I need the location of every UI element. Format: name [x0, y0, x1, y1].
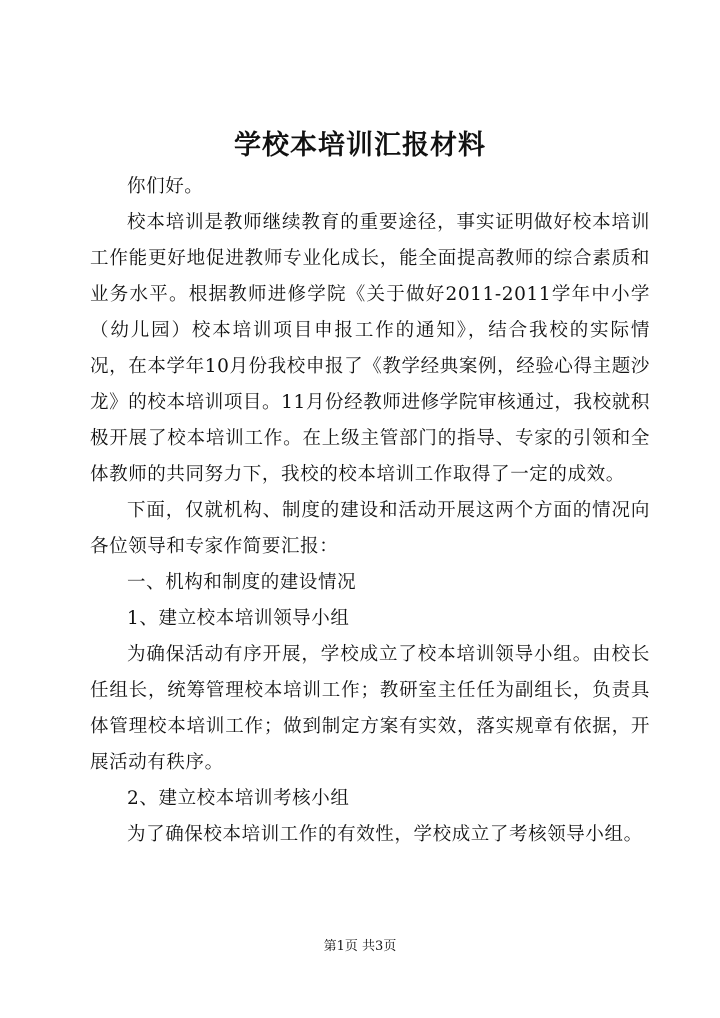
- page-footer: 第1页 共3页: [323, 939, 397, 954]
- subheading-2: 2、建立校本培训考核小组: [127, 788, 350, 809]
- paragraph-greeting: 你们好。: [127, 176, 204, 197]
- document-body: [90, 169, 650, 853]
- paragraph-assessment-group: 为了确保校本培训工作的有效性，学校成立了考核领导小组。: [127, 824, 643, 845]
- document-title: 学校本培训汇报材料: [234, 130, 486, 161]
- subheading-1: 1、建立校本培训领导小组: [127, 608, 350, 629]
- paragraph-intro: 校本培训是教师继续教育的重要途径，事实证明做好校本培训工作能更好地促进教师专业化成长，能全面提高教师的综合素质和业务水平。根据教师进修学院《关于做好2011-2011学年中小学（幼儿园）校本培训项目申报工作的通知》，结合我校的实际情况，在本学年10月份我校申报了《教学经典案例，经验心得主题沙龙》的校本培训项目。11月份经教师进修学院审核通过，我校就积极开展了校本培训工作。在上级主管部门的指导、专家的引领和全体教师的共同努力下，我校的校本培训工作取得了一定的成效。: [90, 212, 650, 485]
- paragraph-overview: 下面，仅就机构、制度的建设和活动开展这两个方面的情况向各位领导和专家作简要汇报：: [90, 500, 650, 557]
- section-heading-1: 一、机构和制度的建设情况: [127, 572, 357, 593]
- paragraph-leadership-group: 为确保活动有序开展，学校成立了校本培训领导小组。由校长任组长，统筹管理校本培训工作；教研室主任任为副组长，负责具体管理校本培训工作；做到制定方案有实效，落实规章有依据，开展活动有秩序。: [90, 644, 650, 773]
